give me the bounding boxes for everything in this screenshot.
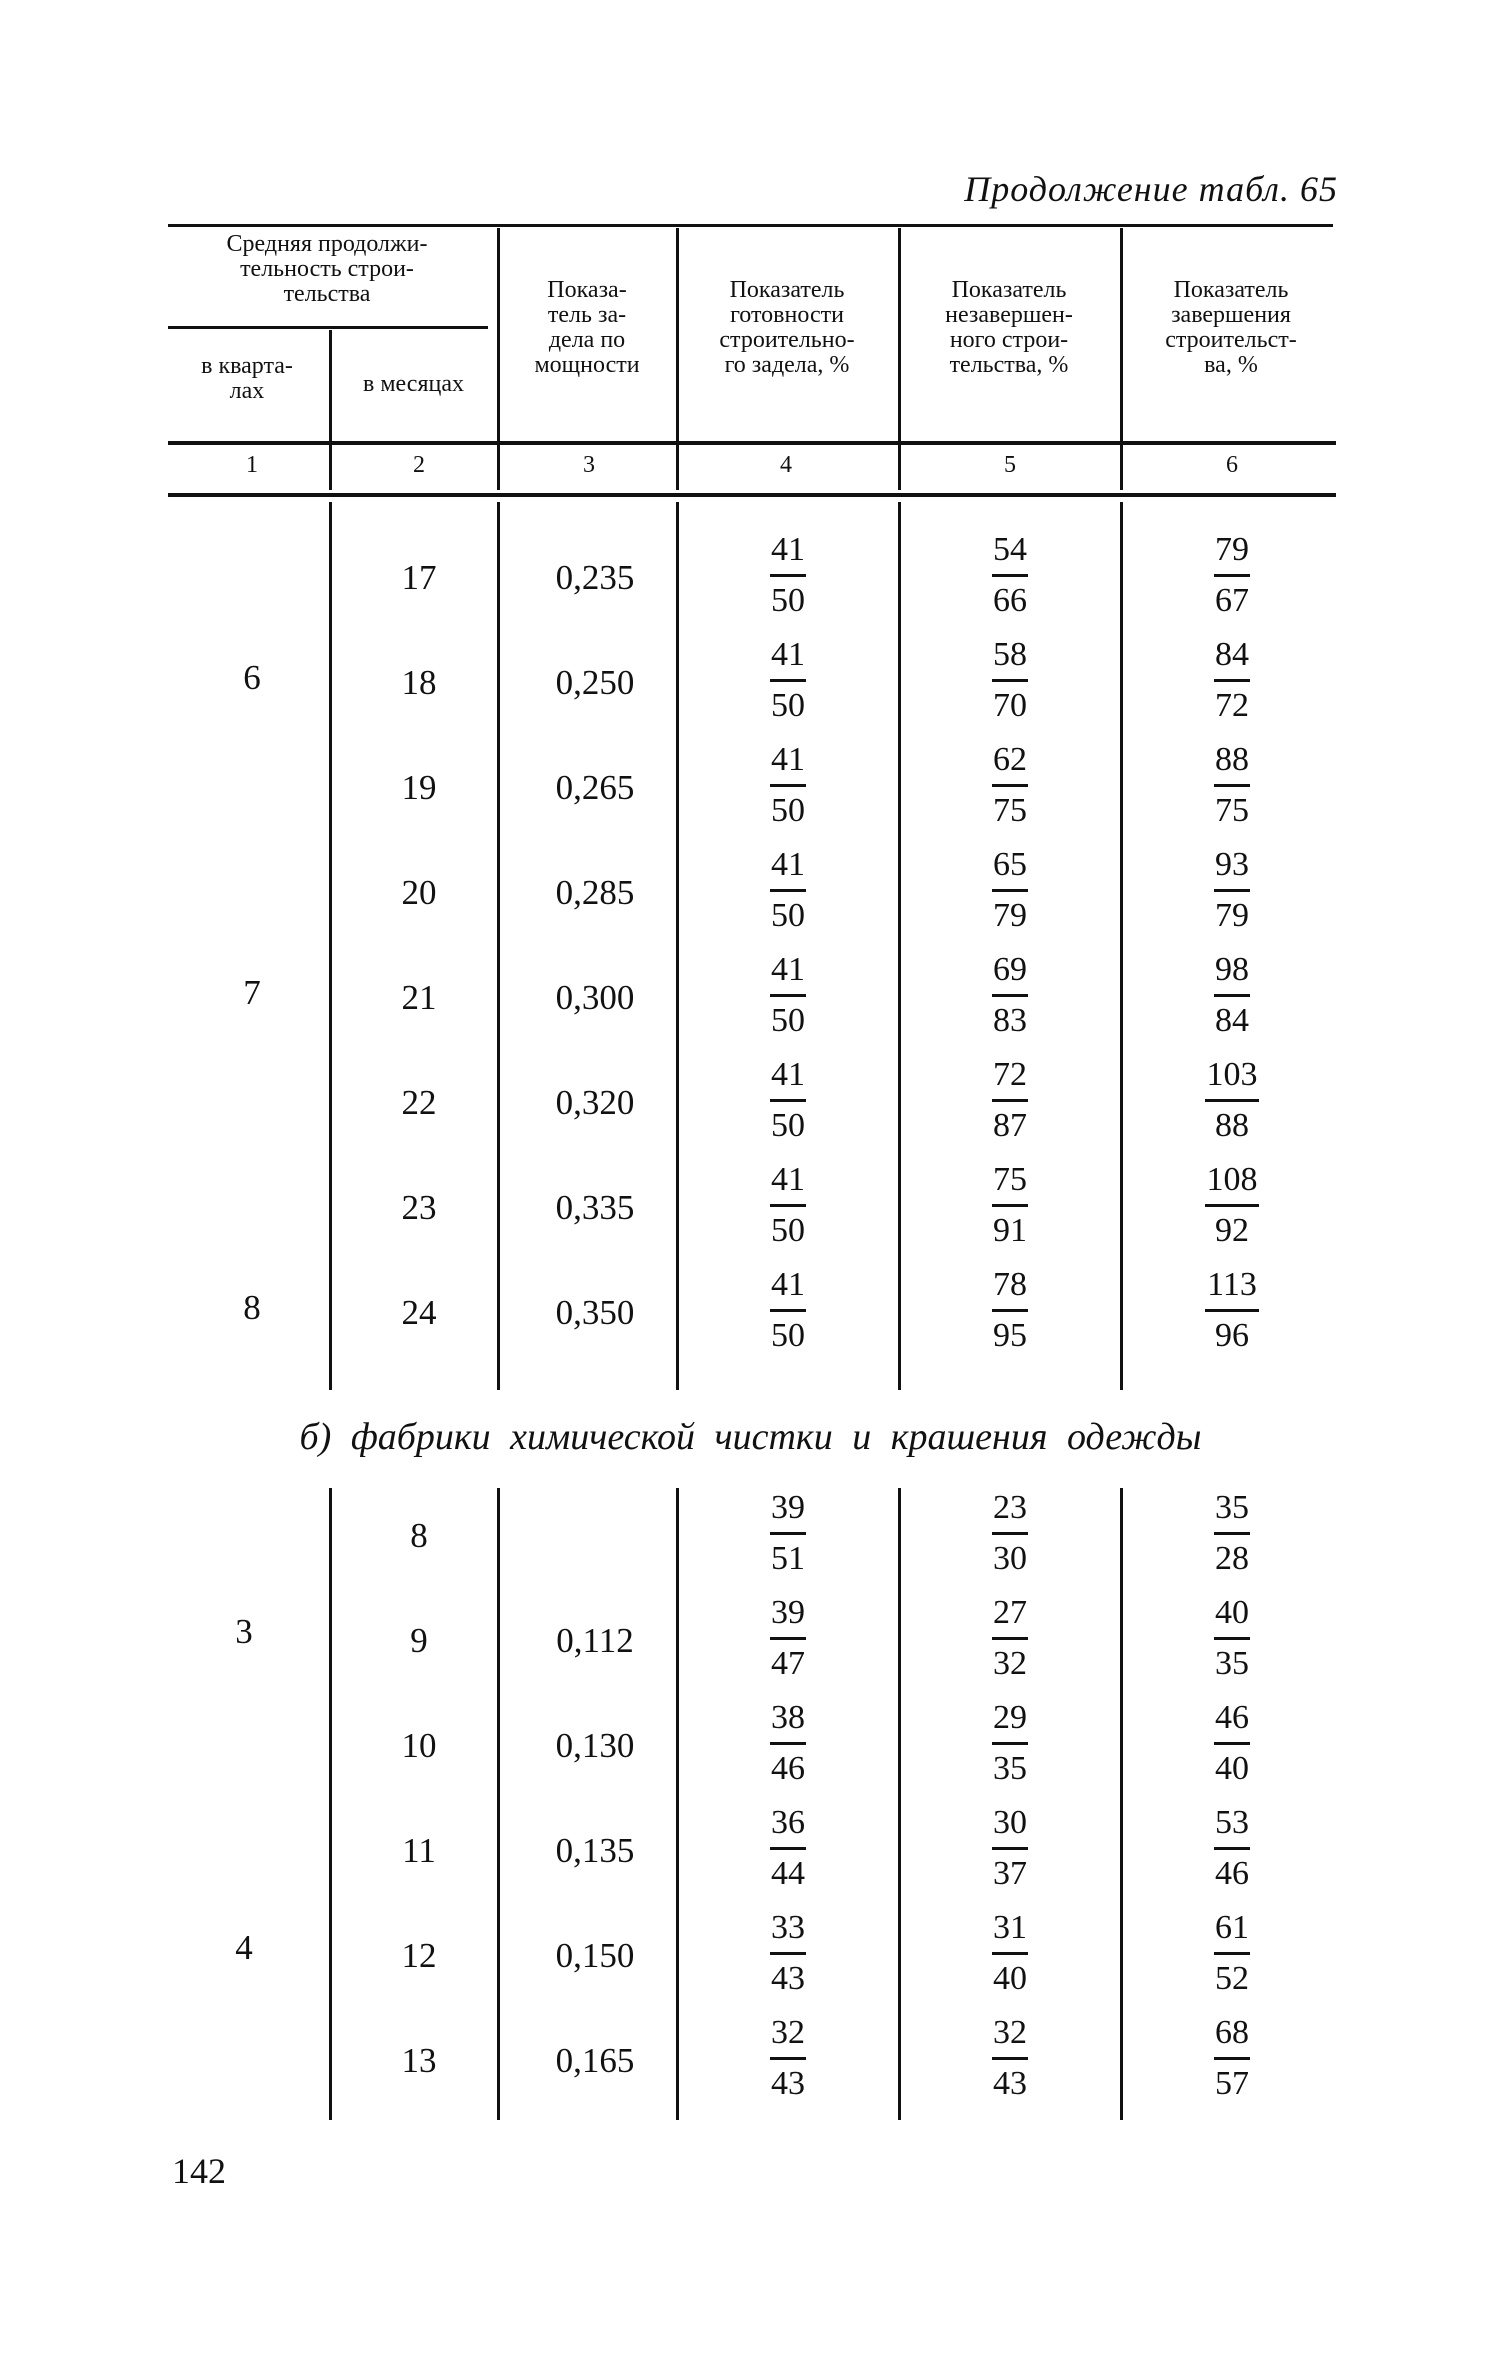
fraction-bar	[992, 1204, 1028, 1207]
months-cell: 10	[401, 1726, 437, 1765]
fraction-denominator: 51	[771, 1540, 805, 1577]
power-cell: 0,150	[555, 1936, 635, 1975]
column-number: 5	[1004, 452, 1016, 478]
readiness-fraction	[748, 845, 828, 936]
fraction-denominator: 75	[993, 792, 1027, 829]
header-completion: Показатель завершения строительст- ва, %	[1165, 277, 1297, 378]
months-cell: 12	[401, 1936, 437, 1975]
fraction-denominator: 75	[1215, 792, 1249, 829]
fraction-bar	[1214, 1952, 1250, 1955]
fraction-numerator: 41	[771, 846, 805, 883]
fraction-denominator: 43	[771, 2065, 805, 2102]
fraction-bar	[1214, 889, 1250, 892]
fraction-denominator: 96	[1215, 1317, 1249, 1354]
fraction-denominator: 70	[993, 687, 1027, 724]
power-cell: 0,112	[556, 1621, 634, 1660]
fraction-bar	[992, 574, 1028, 577]
months-cell: 19	[401, 768, 437, 807]
unfinished-fraction	[970, 950, 1050, 1041]
header-backlog-power: Показа- тель за- дела по мощности	[534, 277, 640, 378]
months-cell: 11	[402, 1831, 436, 1870]
fraction-numerator: 31	[993, 1909, 1027, 1946]
power-cell: 0,130	[555, 1726, 635, 1765]
completion-fraction	[1192, 1593, 1272, 1684]
fraction-numerator: 103	[1206, 1056, 1258, 1093]
power-cell: 0,135	[555, 1831, 635, 1870]
section-b-title: б) фабрики химической чистки и крашения одежды	[299, 1416, 1202, 1458]
power-cell: 0,250	[555, 663, 635, 702]
fraction-denominator: 79	[993, 897, 1027, 934]
fraction-bar	[770, 889, 806, 892]
fraction-bar	[1205, 1204, 1259, 1207]
fraction-numerator: 78	[993, 1266, 1027, 1303]
fraction-bar	[992, 889, 1028, 892]
fraction-bar	[992, 1099, 1028, 1102]
unfinished-fraction	[970, 530, 1050, 621]
body-a-vrule-3	[676, 502, 679, 1390]
fraction-numerator: 93	[1215, 846, 1249, 883]
fraction-denominator: 44	[771, 1855, 805, 1892]
fraction-denominator: 46	[1215, 1855, 1249, 1892]
completion-fraction	[1192, 1803, 1272, 1894]
fraction-numerator: 30	[993, 1804, 1027, 1841]
fraction-numerator: 29	[993, 1699, 1027, 1736]
column-number: 4	[780, 452, 792, 478]
fraction-bar	[992, 1742, 1028, 1745]
fraction-denominator: 67	[1215, 582, 1249, 619]
unfinished-fraction	[970, 1265, 1050, 1356]
fraction-numerator: 32	[993, 2014, 1027, 2051]
fraction-denominator: 66	[993, 582, 1027, 619]
quarters-cell: 3	[235, 1612, 253, 1651]
unfinished-fraction	[970, 740, 1050, 831]
fraction-bar	[992, 1637, 1028, 1640]
fraction-denominator: 43	[771, 1960, 805, 1997]
fraction-bar	[992, 784, 1028, 787]
fraction-numerator: 41	[771, 1161, 805, 1198]
quarters-cell: 8	[243, 1288, 261, 1327]
fraction-numerator: 36	[771, 1804, 805, 1841]
unfinished-fraction	[970, 1160, 1050, 1251]
completion-fraction	[1192, 530, 1272, 621]
unfinished-fraction	[970, 1908, 1050, 1999]
fraction-bar	[992, 1309, 1028, 1312]
power-cell: 0,300	[555, 978, 635, 1017]
readiness-fraction	[748, 950, 828, 1041]
fraction-denominator: 47	[771, 1645, 805, 1682]
completion-fraction	[1192, 2013, 1272, 2104]
completion-fraction	[1192, 1908, 1272, 1999]
fraction-denominator: 79	[1215, 897, 1249, 934]
fraction-bar	[1214, 679, 1250, 682]
fraction-numerator: 41	[771, 741, 805, 778]
fraction-denominator: 84	[1215, 1002, 1249, 1039]
header-vrule-1	[329, 330, 332, 490]
months-cell: 8	[410, 1516, 428, 1555]
fraction-numerator: 38	[771, 1699, 805, 1736]
months-cell: 13	[401, 2041, 437, 2080]
fraction-numerator: 58	[993, 636, 1027, 673]
unfinished-fraction	[970, 1488, 1050, 1579]
fraction-numerator: 113	[1207, 1266, 1257, 1303]
fraction-numerator: 41	[771, 1266, 805, 1303]
readiness-fraction	[748, 1488, 828, 1579]
fraction-denominator: 52	[1215, 1960, 1249, 1997]
header-group-rule	[168, 326, 488, 329]
body-b-vrule-2	[497, 1488, 500, 2120]
power-cell: 0,335	[555, 1188, 635, 1227]
unfinished-fraction	[970, 635, 1050, 726]
months-cell: 23	[401, 1188, 437, 1227]
months-cell: 17	[401, 558, 437, 597]
unfinished-fraction	[970, 845, 1050, 936]
fraction-denominator: 32	[993, 1645, 1027, 1682]
fraction-numerator: 33	[771, 1909, 805, 1946]
fraction-denominator: 30	[993, 1540, 1027, 1577]
column-number: 2	[413, 452, 425, 478]
column-number: 1	[246, 452, 258, 478]
fraction-bar	[770, 1952, 806, 1955]
fraction-numerator: 41	[771, 531, 805, 568]
header-vrule-5	[1120, 228, 1123, 490]
fraction-bar	[992, 1532, 1028, 1535]
fraction-bar	[770, 1637, 806, 1640]
unfinished-fraction	[970, 1698, 1050, 1789]
fraction-numerator: 39	[771, 1594, 805, 1631]
body-b-vrule-4	[898, 1488, 901, 2120]
fraction-bar	[1205, 1099, 1259, 1102]
header-readiness: Показатель готовности строительно- го задела, %	[719, 277, 855, 378]
readiness-fraction	[748, 1908, 828, 1999]
fraction-bar	[1214, 994, 1250, 997]
fraction-bar	[770, 1847, 806, 1850]
power-cell: 0,320	[555, 1083, 635, 1122]
quarters-cell: 7	[243, 973, 261, 1012]
fraction-bar	[770, 1742, 806, 1745]
fraction-denominator: 50	[771, 1317, 805, 1354]
unfinished-fraction	[970, 1055, 1050, 1146]
header-unfinished: Показатель незавершен- ного строи- тельства, %	[945, 277, 1073, 378]
completion-fraction	[1192, 1488, 1272, 1579]
fraction-numerator: 108	[1206, 1161, 1258, 1198]
body-a-vrule-2	[497, 502, 500, 1390]
unfinished-fraction	[970, 1593, 1050, 1684]
column-number: 3	[583, 452, 595, 478]
fraction-denominator: 35	[993, 1750, 1027, 1787]
months-cell: 21	[401, 978, 437, 1017]
months-cell: 22	[401, 1083, 437, 1122]
header-vrule-3	[676, 228, 679, 490]
header-quarters: в кварта- лах	[201, 353, 293, 404]
fraction-numerator: 39	[771, 1489, 805, 1526]
fraction-numerator: 35	[1215, 1489, 1249, 1526]
quarters-cell: 4	[235, 1928, 253, 1967]
readiness-fraction	[748, 1698, 828, 1789]
months-cell: 24	[401, 1293, 437, 1332]
body-b-vrule-3	[676, 1488, 679, 2120]
fraction-numerator: 41	[771, 951, 805, 988]
header-duration-group: Средняя продолжи- тельность строи- тельства	[226, 231, 428, 307]
fraction-denominator: 40	[1215, 1750, 1249, 1787]
fraction-bar	[770, 679, 806, 682]
fraction-denominator: 72	[1215, 687, 1249, 724]
fraction-numerator: 32	[771, 2014, 805, 2051]
readiness-fraction	[748, 740, 828, 831]
completion-fraction	[1192, 1698, 1272, 1789]
fraction-numerator: 54	[993, 531, 1027, 568]
fraction-bar	[770, 1099, 806, 1102]
header-vrule-2	[497, 228, 500, 490]
fraction-denominator: 50	[771, 1002, 805, 1039]
fraction-numerator: 46	[1215, 1699, 1249, 1736]
unfinished-fraction	[970, 1803, 1050, 1894]
fraction-denominator: 28	[1215, 1540, 1249, 1577]
fraction-numerator: 69	[993, 951, 1027, 988]
fraction-bar	[770, 1309, 806, 1312]
fraction-denominator: 87	[993, 1107, 1027, 1144]
readiness-fraction	[748, 530, 828, 621]
fraction-denominator: 46	[771, 1750, 805, 1787]
quarters-cell: 6	[243, 658, 261, 697]
fraction-bar	[1214, 2057, 1250, 2060]
fraction-denominator: 83	[993, 1002, 1027, 1039]
fraction-numerator: 68	[1215, 2014, 1249, 2051]
body-a-vrule-4	[898, 502, 901, 1390]
fraction-numerator: 79	[1215, 531, 1249, 568]
fraction-bar	[1214, 1847, 1250, 1850]
months-cell: 18	[401, 663, 437, 702]
page-number: 142	[172, 2151, 226, 2191]
fraction-denominator: 92	[1215, 1212, 1249, 1249]
fraction-bar	[770, 2057, 806, 2060]
header-bottom-rule	[168, 441, 1336, 445]
completion-fraction	[1192, 740, 1272, 831]
fraction-bar	[992, 994, 1028, 997]
table-top-rule	[168, 224, 1333, 227]
header-months: в месяцах	[363, 371, 464, 397]
header-vrule-4	[898, 228, 901, 490]
fraction-numerator: 75	[993, 1161, 1027, 1198]
fraction-bar	[992, 1952, 1028, 1955]
fraction-denominator: 91	[993, 1212, 1027, 1249]
fraction-numerator: 88	[1215, 741, 1249, 778]
fraction-bar	[1214, 1637, 1250, 1640]
colnum-bottom-rule	[168, 493, 1336, 497]
fraction-bar	[770, 574, 806, 577]
fraction-numerator: 61	[1215, 1909, 1249, 1946]
fraction-numerator: 41	[771, 1056, 805, 1093]
fraction-numerator: 53	[1215, 1804, 1249, 1841]
readiness-fraction	[748, 2013, 828, 2104]
fraction-denominator: 50	[771, 1212, 805, 1249]
fraction-bar	[992, 1847, 1028, 1850]
fraction-numerator: 65	[993, 846, 1027, 883]
fraction-denominator: 43	[993, 2065, 1027, 2102]
fraction-denominator: 50	[771, 1107, 805, 1144]
readiness-fraction	[748, 1803, 828, 1894]
fraction-bar	[770, 1532, 806, 1535]
completion-fraction	[1192, 635, 1272, 726]
months-cell: 9	[410, 1621, 428, 1660]
fraction-denominator: 50	[771, 897, 805, 934]
fraction-denominator: 37	[993, 1855, 1027, 1892]
fraction-numerator: 84	[1215, 636, 1249, 673]
fraction-denominator: 50	[771, 687, 805, 724]
fraction-bar	[1214, 1742, 1250, 1745]
body-b-vrule-5	[1120, 1488, 1123, 2120]
fraction-bar	[992, 679, 1028, 682]
fraction-bar	[770, 994, 806, 997]
fraction-bar	[1214, 574, 1250, 577]
completion-fraction	[1192, 1055, 1272, 1146]
fraction-bar	[1214, 1532, 1250, 1535]
power-cell: 0,285	[555, 873, 635, 912]
readiness-fraction	[748, 1265, 828, 1356]
fraction-bar	[770, 1204, 806, 1207]
fraction-bar	[992, 2057, 1028, 2060]
power-cell: 0,265	[555, 768, 635, 807]
body-a-vrule-5	[1120, 502, 1123, 1390]
fraction-bar	[770, 784, 806, 787]
fraction-denominator: 35	[1215, 1645, 1249, 1682]
fraction-denominator: 50	[771, 792, 805, 829]
fraction-numerator: 23	[993, 1489, 1027, 1526]
completion-fraction	[1192, 950, 1272, 1041]
completion-fraction	[1192, 1265, 1272, 1356]
fraction-bar	[1205, 1309, 1259, 1312]
completion-fraction	[1192, 1160, 1272, 1251]
fraction-denominator: 40	[993, 1960, 1027, 1997]
power-cell: 0,165	[555, 2041, 635, 2080]
unfinished-fraction	[970, 2013, 1050, 2104]
readiness-fraction	[748, 1593, 828, 1684]
column-number: 6	[1226, 452, 1238, 478]
readiness-fraction	[748, 635, 828, 726]
fraction-numerator: 72	[993, 1056, 1027, 1093]
power-cell: 0,235	[555, 558, 635, 597]
fraction-denominator: 50	[771, 582, 805, 619]
fraction-numerator: 41	[771, 636, 805, 673]
fraction-numerator: 98	[1215, 951, 1249, 988]
body-b-vrule-1	[329, 1488, 332, 2120]
readiness-fraction	[748, 1160, 828, 1251]
power-cell: 0,350	[555, 1293, 635, 1332]
fraction-denominator: 95	[993, 1317, 1027, 1354]
body-a-vrule-1	[329, 502, 332, 1390]
fraction-bar	[1214, 784, 1250, 787]
months-cell: 20	[401, 873, 437, 912]
completion-fraction	[1192, 845, 1272, 936]
fraction-numerator: 62	[993, 741, 1027, 778]
fraction-numerator: 40	[1215, 1594, 1249, 1631]
readiness-fraction	[748, 1055, 828, 1146]
fraction-denominator: 88	[1215, 1107, 1249, 1144]
fraction-numerator: 27	[993, 1594, 1027, 1631]
table-caption: Продолжение табл. 65	[964, 169, 1338, 209]
fraction-denominator: 57	[1215, 2065, 1249, 2102]
